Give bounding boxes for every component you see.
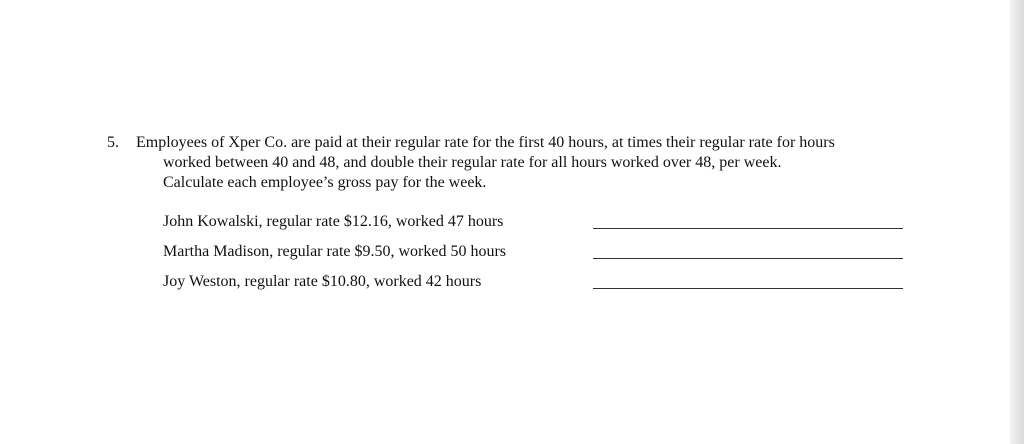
employee-label: Joy Weston, regular rate $10.80, worked 42 hours	[163, 273, 482, 290]
employee-label: Martha Madison, regular rate $9.50, worked 50 hours	[163, 243, 507, 260]
problem-line-1: Employees of Xper Co. are paid at their regular rate for the first 40 hours, at times their regular rate for hours	[136, 134, 835, 151]
problem-number: 5.	[107, 134, 119, 151]
problem-statement	[136, 133, 906, 193]
page-edge-shadow	[1010, 0, 1024, 444]
problem-line-2: worked between 40 and 48, and double their regular rate for all hours worked over 48, per week.	[163, 154, 782, 171]
employee-list	[163, 212, 903, 302]
employee-row-john-kowalski	[163, 212, 903, 242]
employee-row-joy-weston	[163, 272, 903, 302]
employee-row-martha-madison	[163, 242, 903, 272]
answer-blank-line[interactable]	[593, 258, 903, 259]
answer-blank-line[interactable]	[593, 228, 903, 229]
answer-blank-line[interactable]	[593, 288, 903, 289]
problem-line-3: Calculate each employee’s gross pay for the week.	[163, 174, 487, 191]
employee-label: John Kowalski, regular rate $12.16, worked 47 hours	[163, 213, 504, 230]
